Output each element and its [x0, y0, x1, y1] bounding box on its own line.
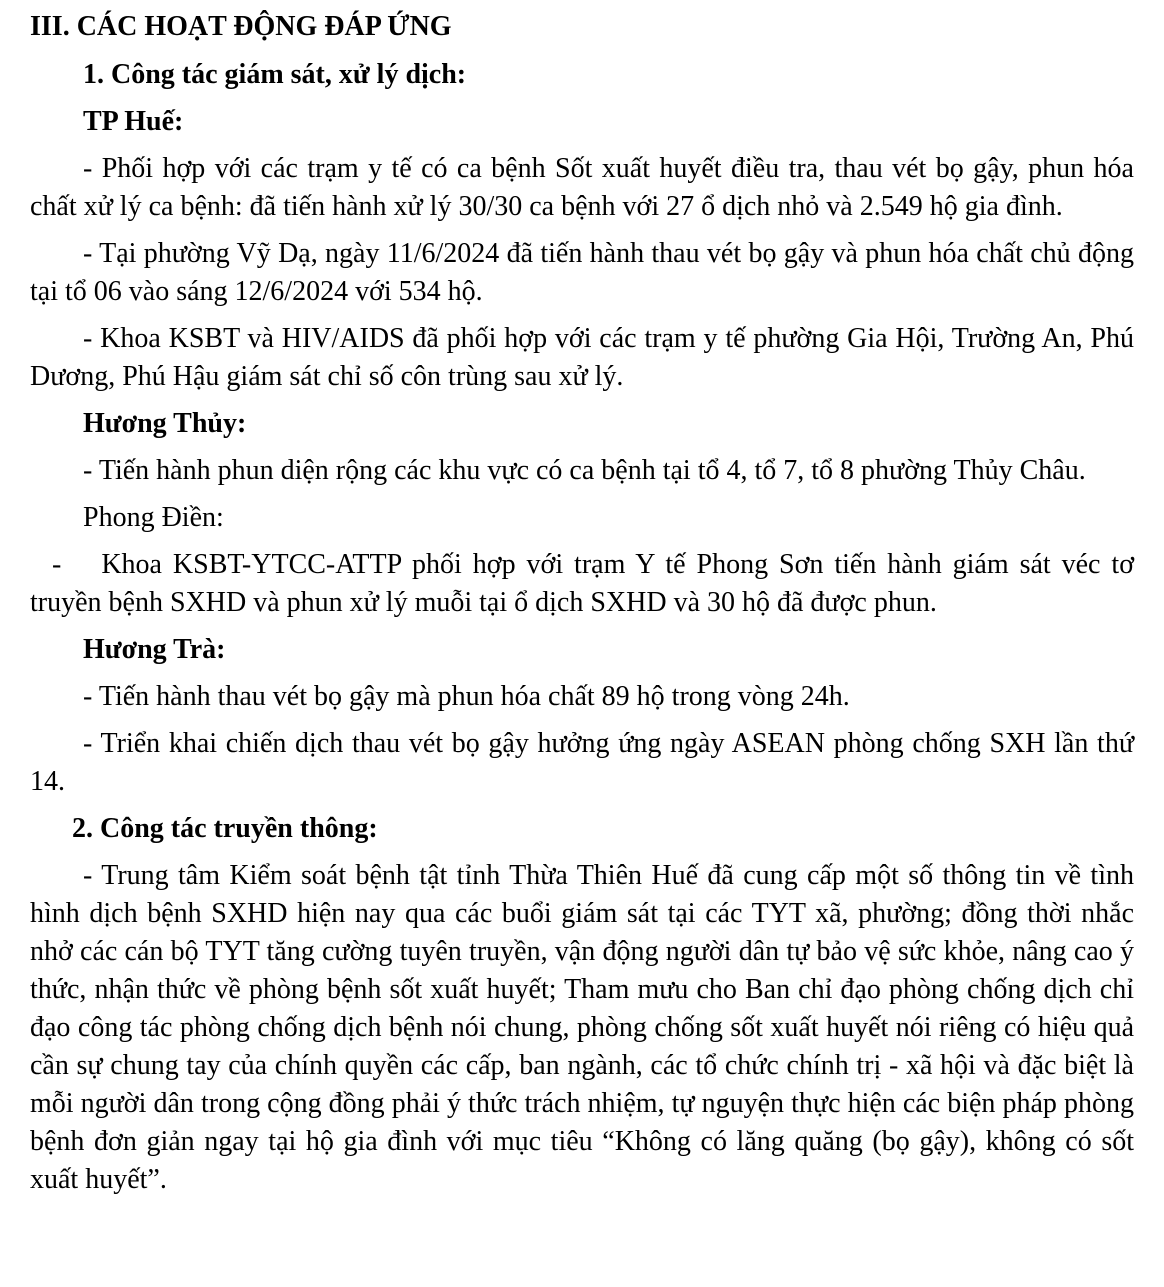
document-title: III. CÁC HOẠT ĐỘNG ĐÁP ỨNG	[30, 11, 452, 42]
paragraph-huong-thuy-1: - Tiến hành phun diện rộng các khu vực có ca bệnh tại tổ 4, tổ 7, tổ 8 phường Thủy Châu.	[83, 455, 1086, 486]
paragraph-tp-hue-3: - Khoa KSBT và HIV/AIDS đã phối hợp với các trạm y tế phường Gia Hội, Trường An, Phú Dương, Phú Hậu giám sát chỉ số côn trùng sau xử lý.	[30, 323, 1134, 392]
subheading-tp-hue: TP Huế:	[83, 106, 184, 137]
bullet-text: Khoa KSBT-YTCC-ATTP phối hợp với trạm Y tế Phong Sơn tiến hành giám sát véc tơ truyền bệnh SXHD và phun xử lý muỗi tại ổ dịch SXHD và 30 hộ đã được phun.	[30, 549, 1134, 618]
bullet-dash: -	[52, 549, 62, 580]
section-2-heading: 2. Công tác truyền thông:	[72, 813, 378, 844]
paragraph-truyen-thong-1: - Trung tâm Kiểm soát bệnh tật tỉnh Thừa Thiên Huế đã cung cấp một số thông tin về tình hình dịch bệnh SXHD hiện nay qua các buổi giám sát tại các TYT xã, phường; đồng thời nhắc nhở các cán bộ TYT tăng cường tuyên truyền, vận động người dân tự bảo vệ sức khỏe, nâng cao ý thức, nhận thức về phòng bệnh sốt xuất huyết; Tham mưu cho Ban chỉ đạo phòng chống dịch chỉ đạo công tác phòng chống dịch bệnh nói chung, phòng chống sốt xuất huyết nói riêng có hiệu quả cần sự chung tay của chính quyền các cấp, ban ngành, các tổ chức chính trị - xã hội và đặc biệt là mỗi người dân trong cộng đồng phải ý thức trách nhiệm, tự nguyện thực hiện các biện pháp phòng bệnh đơn giản ngay tại hộ gia đình với mục tiêu “Không có lăng quăng (bọ gậy), không có sốt xuất huyết”.	[30, 860, 1134, 1195]
subheading-huong-tra: Hương Trà:	[83, 634, 226, 665]
paragraph-huong-tra-2: - Triển khai chiến dịch thau vét bọ gậy hưởng ứng ngày ASEAN phòng chống SXH lần thứ 14.	[30, 728, 1134, 797]
paragraph-tp-hue-2: - Tại phường Vỹ Dạ, ngày 11/6/2024 đã tiến hành thau vét bọ gậy và phun hóa chất chủ động tại tổ 06 vào sáng 12/6/2024 với 534 hộ.	[30, 238, 1134, 307]
subheading-huong-thuy: Hương Thủy:	[83, 408, 247, 439]
section-1-heading: 1. Công tác giám sát, xử lý dịch:	[83, 59, 467, 90]
paragraph-huong-tra-1: - Tiến hành thau vét bọ gậy mà phun hóa chất 89 hộ trong vòng 24h.	[83, 681, 850, 712]
subheading-phong-dien: Phong Điền:	[83, 502, 224, 533]
paragraph-tp-hue-1: - Phối hợp với các trạm y tế có ca bệnh Sốt xuất huyết điều tra, thau vét bọ gậy, phun hóa chất xử lý ca bệnh: đã tiến hành xử lý 30/30 ca bệnh với 27 ổ dịch nhỏ và 2.549 hộ gia đình.	[30, 153, 1134, 222]
paragraph-phong-dien-1	[30, 546, 1134, 622]
